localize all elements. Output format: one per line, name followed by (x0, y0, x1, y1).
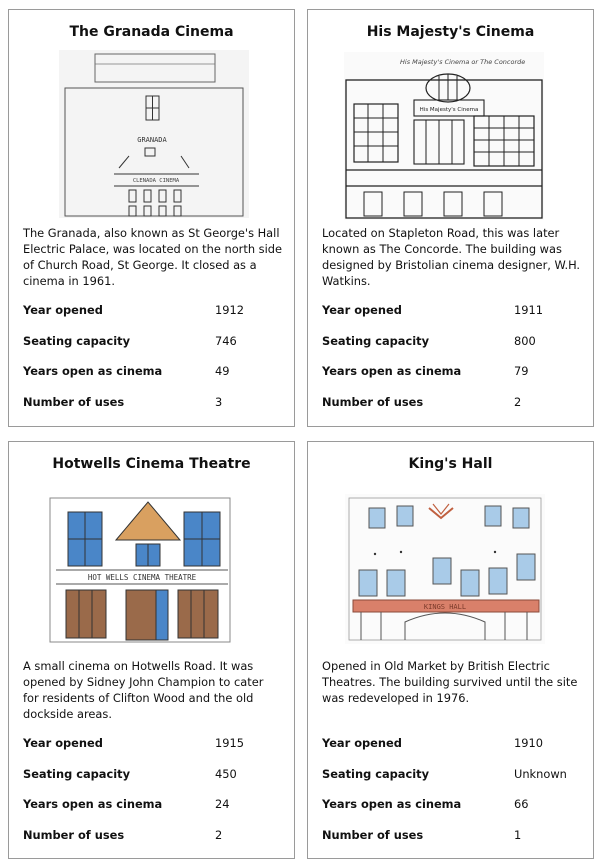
stat-row (23, 767, 284, 798)
cinema-card-his-majestys (307, 9, 594, 427)
stat-row (322, 767, 583, 798)
card-description: A small cinema on Hotwells Road. It was opened by Sidney John Champion to cater for residents of Clifton Wood and the old dockside areas. (23, 659, 264, 721)
stat-value: 1912 (215, 303, 244, 317)
stat-value: 450 (215, 766, 237, 781)
granada-canopy-text: CLENADA CINEMA (132, 178, 180, 184)
card-title: The Granada Cinema (69, 24, 234, 40)
stat-value: 746 (215, 333, 237, 348)
stat-label: Seating capacity (322, 333, 429, 348)
stat-row (23, 736, 284, 767)
stat-label: Years open as cinema (23, 797, 163, 811)
stat-value: 1915 (215, 736, 244, 750)
kings-hall-sign-text: KINGS HALL (423, 603, 467, 611)
stat-row (23, 334, 284, 365)
stat-value: 1911 (514, 303, 543, 317)
stat-label: Year opened (322, 736, 402, 750)
card-title: Hotwells Cinema Theatre (52, 456, 251, 472)
stat-label: Number of uses (322, 394, 424, 409)
stat-value: 66 (514, 797, 529, 811)
stat-row (322, 303, 583, 334)
stat-value: 2 (514, 394, 522, 409)
stat-label: Seating capacity (23, 766, 130, 781)
stat-row (322, 828, 583, 859)
hotwells-sign-text: HOT WELLS CINEMA THEATRE (87, 573, 197, 582)
stat-label: Years open as cinema (322, 797, 462, 811)
stat-label: Seating capacity (23, 333, 130, 348)
stat-row (23, 364, 284, 395)
stat-label: Years open as cinema (322, 364, 462, 378)
stat-label: Number of uses (23, 394, 125, 409)
stats-table (23, 736, 284, 858)
stats-table (322, 303, 583, 425)
hotwells-drawing (46, 494, 236, 644)
stat-value: 800 (514, 333, 536, 348)
card-description: The Granada, also known as St George's Hall Electric Palace, was located on the north side of Church Road, St George. It closed as a cinema in 1961. (23, 226, 283, 288)
stat-label: Seating capacity (322, 766, 429, 781)
stat-label: Year opened (322, 303, 402, 317)
stat-row (322, 334, 583, 365)
his-majestys-caption-text: His Majesty's Cinema or The Concorde (400, 58, 526, 66)
stat-row (23, 303, 284, 334)
stat-row (23, 797, 284, 828)
granada-drawing (59, 50, 249, 218)
stat-row (322, 395, 583, 426)
cinema-card-hotwells (8, 441, 295, 859)
stats-table (322, 736, 583, 858)
cinema-card-granada (8, 9, 295, 427)
stat-label: Year opened (23, 736, 103, 750)
stat-row (322, 364, 583, 395)
stat-value: 24 (215, 797, 230, 811)
cinema-card-kings-hall (307, 441, 594, 859)
stat-row (322, 797, 583, 828)
card-description: Located on Stapleton Road, this was later known as The Concorde. The building was designed by Bristolian cinema designer, W.H. Watkins. (322, 226, 581, 288)
stat-row (23, 395, 284, 426)
his-majestys-sign-text: His Majesty's Cinema (419, 107, 479, 113)
stat-row (322, 736, 583, 767)
kings-hall-drawing (345, 494, 545, 644)
stat-label: Years open as cinema (23, 364, 163, 378)
stat-label: Number of uses (23, 827, 125, 842)
stat-value: 1 (514, 827, 522, 842)
granada-sign-text: GRANADA (137, 136, 167, 144)
card-title: His Majesty's Cinema (366, 24, 535, 40)
stat-value: 1910 (514, 736, 543, 750)
stat-label: Year opened (23, 303, 103, 317)
stat-label: Number of uses (322, 827, 424, 842)
stat-row (23, 828, 284, 859)
stat-value: 2 (215, 827, 223, 842)
his-majestys-drawing (344, 52, 544, 220)
card-description: Opened in Old Market by British Electric Theatres. The building survived until the site was redeveloped in 1976. (322, 659, 578, 705)
card-title: King's Hall (408, 456, 493, 472)
stat-value: 79 (514, 364, 529, 378)
stat-value: 3 (215, 394, 223, 409)
stat-value: Unknown (514, 766, 567, 781)
stat-value: 49 (215, 364, 230, 378)
stats-table (23, 303, 284, 425)
